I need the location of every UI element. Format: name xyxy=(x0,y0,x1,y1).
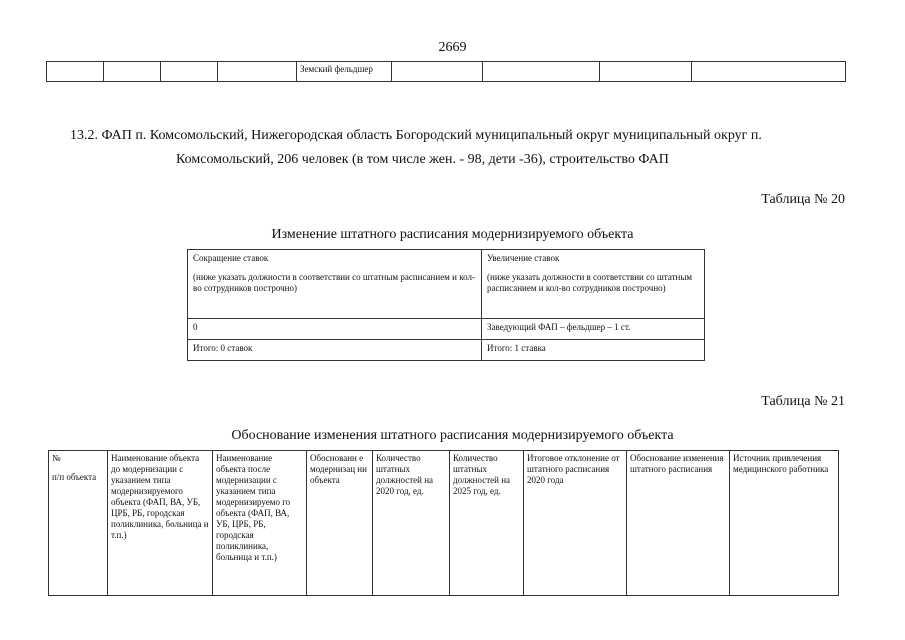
table-cell xyxy=(161,62,218,82)
table20-title: Изменение штатного расписания модернизируемого объекта xyxy=(271,227,634,242)
page-number: 2669 xyxy=(438,40,467,55)
table-cell xyxy=(483,62,600,82)
reduction-total: Итого: 0 ставок xyxy=(188,340,482,361)
staff-justification-table xyxy=(48,450,839,596)
position-cell: Земский фельдшер xyxy=(297,62,392,82)
header-staff-source: Источник привлечения медицинского работника xyxy=(730,451,839,596)
increase-value: Заведующий ФАП – фельдшер – 1 ст. xyxy=(482,319,705,340)
previous-table-last-row xyxy=(46,61,846,82)
table21-number: Таблица № 21 xyxy=(761,394,845,409)
table-cell xyxy=(392,62,483,82)
table-cell xyxy=(104,62,161,82)
table-cell xyxy=(47,62,104,82)
table-cell xyxy=(600,62,692,82)
header-number-symbol: № xyxy=(52,453,61,463)
section-heading-line1: 13.2. ФАП п. Комсомольский, Нижегородская область Богородский муниципальный округ муниципальный округ п. xyxy=(70,128,762,143)
header-object-after: Наименование объекта после модернизации с указанием типа модернизируемо го объекта (ФАП, ВА, УБ, ЦРБ, РБ, городская поликлиника, больница и т.п.) xyxy=(213,451,307,596)
header-change-reason: Обоснование изменения штатного расписания xyxy=(627,451,730,596)
increase-total: Итого: 1 ставка xyxy=(482,340,705,361)
header-justification: Обоснованн е модернизац ни объекта xyxy=(307,451,373,596)
header-positions-2025: Количество штатных должностей на 2025 год, ед. xyxy=(450,451,524,596)
header-object-before: Наименование объекта до модернизации с указанием типа модернизируемого объекта (ФАП, ВА, УБ, ЦРБ, РБ, городская поликлиника, больница и т.п.) xyxy=(108,451,213,596)
header-number-label: п/п объекта xyxy=(52,472,97,482)
staff-change-table xyxy=(187,249,705,361)
table-cell xyxy=(218,62,297,82)
header-number xyxy=(49,451,108,596)
increase-title: Увеличение ставок xyxy=(487,253,560,263)
table-cell xyxy=(692,62,846,82)
increase-header xyxy=(482,250,705,319)
table21-title: Обоснование изменения штатного расписания модернизируемого объекта xyxy=(231,428,674,443)
table20-number: Таблица № 20 xyxy=(761,192,845,207)
reduction-note: (ниже указать должности в соответствии со штатным расписанием и кол-во сотрудников построчно) xyxy=(193,272,475,293)
section-heading-line2: Комсомольский, 206 человек (в том числе жен. - 98, дети -36), строительство ФАП xyxy=(176,152,669,167)
section-heading xyxy=(70,124,850,172)
reduction-title: Сокращение ставок xyxy=(193,253,269,263)
reduction-header xyxy=(188,250,482,319)
reduction-value: 0 xyxy=(188,319,482,340)
increase-note: (ниже указать должности в соответствии со штатным расписанием и кол-во сотрудников построчно) xyxy=(487,272,693,293)
header-positions-2020: Количество штатных должностей на 2020 год, ед. xyxy=(373,451,450,596)
header-deviation: Итоговое отклонение от штатного расписания 2020 года xyxy=(524,451,627,596)
